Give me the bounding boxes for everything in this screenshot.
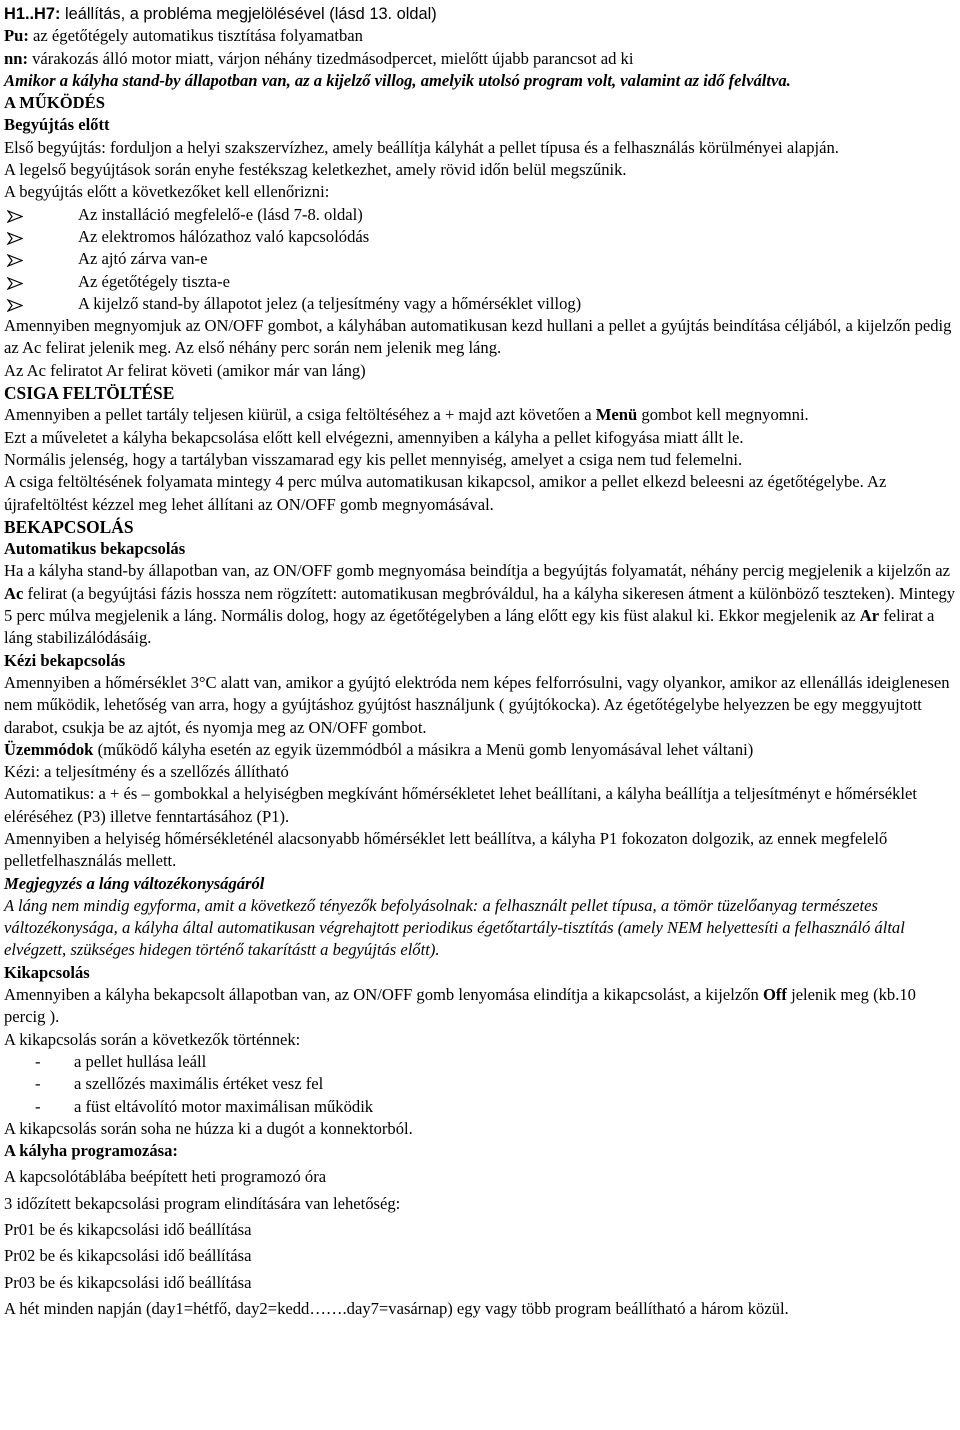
check-intro: A begyújtás előtt a következőket kell ellenőrizni:	[4, 182, 330, 202]
arrow-bullet-icon	[7, 299, 23, 312]
csiga-paragraph-4: A csiga feltöltésének folyamata mintegy 4 perc múlva automatikusan kikapcsol, amikor a pellet elkezd beleesni az égetőtégelybe. Az újrafeltöltést kézzel meg lehet állítani az ON/OFF gomb megnyomásával.	[4, 472, 887, 514]
auto-heading: Automatikus bekapcsolás	[4, 539, 186, 559]
bekapcsolas-heading: BEKAPCSOLÁS	[4, 516, 134, 537]
auto-text-3: felirat a láng stabilizálódásáig.	[4, 606, 935, 648]
dash-list-item	[4, 1073, 960, 1095]
mukodes-heading: A MŰKÖDÉS	[4, 93, 105, 113]
ar-keyword: Ar	[859, 606, 880, 626]
h1-h7-code: H1..H7:	[4, 5, 61, 23]
auto-mode-paragraph: Automatikus: a + és – gombokkal a helyiségben megkívánt hőmérsékletet lehet beállítani, a kályha beállítja a teljesítményt e hőmérséklet eléréséhez (P3) illetve fenntartásához (P1).	[4, 784, 917, 826]
dash-bullet: -	[35, 1074, 41, 1094]
nn-line	[4, 48, 960, 70]
h1-h7-text: leállítás, a probléma megjelölésével (lásd 13. oldal)	[60, 5, 437, 23]
kezi-heading: Kézi bekapcsolás	[4, 650, 126, 670]
csiga-paragraph-3: Normális jelenség, hogy a tartályban visszamarad egy kis pellet mennyiség, amelyet a csiga nem tud felemelni.	[4, 449, 743, 469]
begyujtas-heading: Begyújtás előtt	[4, 115, 110, 135]
kikapcsolas-heading: Kikapcsolás	[4, 962, 90, 982]
checklist-item	[4, 248, 960, 270]
first-light-paragraph: Első begyújtás: forduljon a helyi szakszervízhez, amely beállítja kályhát a pellet típusa és a felhasználás körülményei alapján.	[4, 137, 839, 157]
uzemmodok-paragraph	[4, 739, 960, 761]
megjegyzes-heading: Megjegyzés a láng változékonyságáról	[4, 873, 265, 893]
dash-bullet: -	[35, 1096, 41, 1116]
weekday-paragraph: A hét minden napján (day1=hétfő, day2=kedd…….day7=vasárnap) egy vagy több program beállítható a három közül.	[4, 1298, 789, 1318]
checklist-item	[4, 226, 960, 248]
onoff-paragraph: Amennyiben megnyomjuk az ON/OFF gombot, a kályhában automatikusan kezd hullani a pellet a gyújtás beindítása céljából, a kijelzőn pedig az Ac felirat jelenik meg. Az első néhány perc során nem jelenik meg láng.	[4, 316, 952, 358]
p1-paragraph: Amennyiben a helyiség hőmérsékleténél alacsonyabb hőmérséklet lett beállítva, a kályha P1 fokozaton dolgozik, az ennek megfelelő pelletfelhasználás mellett.	[4, 828, 888, 871]
auto-paragraph	[4, 560, 960, 649]
checklist-item	[4, 293, 960, 315]
csiga-p1-text-end: gombot kell megnyomni.	[637, 405, 809, 425]
arrow-bullet-icon	[7, 277, 23, 290]
programozas-paragraph-1: A kapcsolótáblába beépített heti programozó óra	[4, 1167, 327, 1187]
checklist-item-text: A kijelző stand-by állapotot jelez (a teljesítmény vagy a hőmérséklet villog)	[78, 293, 582, 313]
dash-item-text: a füst eltávolító motor maximálisan működik	[74, 1096, 374, 1116]
h1-h7-line	[4, 3, 960, 25]
pu-code: Pu:	[4, 26, 29, 46]
dash-bullet: -	[35, 1051, 41, 1071]
arrow-bullet-icon	[7, 210, 23, 223]
menu-keyword: Menü	[595, 405, 638, 425]
kezi-mode-line: Kézi: a teljesítmény és a szellőzés állítható	[4, 762, 289, 782]
arrow-bullet-icon	[7, 254, 23, 267]
megjegyzes-paragraph: A láng nem mindig egyforma, amit a következő tényezők befolyásolnak: a felhasznált pellet típusa, a tömör tüzelőanyag természetes változékonysága, a kályha által automatikusan végrehajtott periodikus égetőtartály-tisztítás (amely NEM helyettesíti a felhasználó által elvégzett, szükséges hidegen történő takarítástt a begyújtás előtt).	[4, 895, 905, 960]
dash-list	[4, 1051, 960, 1118]
program-item: Pr03 be és kikapcsolási idő beállítása	[4, 1272, 252, 1292]
arrow-bullet-icon	[7, 232, 23, 245]
auto-text-2: felirat (a begyújtási fázis hossza nem rögzített: automatikusan megbróváldul, ha a kályha sikeresen átment a különböző teszteken). Mintegy 5 perc múlva megjelenik a láng. Normális dolog, hogy az égetőtégelyben a láng előtt egy kis füst alakul ki. Ekkor megjelenik az	[4, 583, 956, 626]
uzemmodok-text: (működő kályha esetén az egyik üzemmódból a másikra a Menü gomb lenyomásával lehet váltani)	[93, 739, 754, 759]
ac-keyword: Ac	[4, 583, 24, 603]
pu-text: az égetőtégely automatikus tisztítása folyamatban	[28, 26, 363, 46]
csiga-paragraph-1	[4, 404, 960, 426]
uzemmodok-keyword: Üzemmódok	[4, 739, 94, 759]
checklist-item-text: Az égetőtégely tiszta-e	[78, 271, 231, 291]
kikap-text-1: Amennyiben a kályha bekapcsolt állapotban van, az ON/OFF gomb lenyomása elindítja a kikapcsolást, a kijelzőn	[4, 985, 763, 1005]
program-item: Pr02 be és kikapcsolási idő beállítása	[4, 1246, 252, 1266]
checklist-item	[4, 271, 960, 293]
checklist	[4, 204, 960, 315]
kezi-paragraph: Amennyiben a hőmérséklet 3°C alatt van, amikor a gyújtó elektróda nem képes felforrósulni, vagy olyankor, amikor az ellenállás ideiglenesen nem működik, lehetőség van arra, hogy a gyújtáshoz gyújtóst használjunk ( gyújtókocka). Az égetőtégelybe helyezzen be egy meggyujtott darabot, csukja be az ajtót, és nyomja meg az ON/OFF gombot.	[4, 672, 950, 737]
standby-note: Amikor a kályha stand-by állapotban van, az a kijelző villog, amelyik utolsó program volt, valamint az idő felváltva.	[4, 70, 791, 90]
checklist-item-text: Az ajtó zárva van-e	[78, 249, 208, 269]
nn-code: nn:	[4, 48, 28, 68]
dash-list-item	[4, 1051, 960, 1073]
ac-ar-paragraph: Az Ac feliratot Ar felirat követi (amikor már van láng)	[4, 360, 366, 380]
dash-item-text: a szellőzés maximális értéket vesz fel	[74, 1074, 324, 1094]
csiga-p1-text: Amennyiben a pellet tartály teljesen kiürül, a csiga feltöltéséhez a + majd azt követően a	[4, 405, 596, 425]
dugo-warning: A kikapcsolás során soha ne húzza ki a dugót a konnektorból.	[4, 1118, 413, 1138]
auto-text-1: Ha a kályha stand-by állapotban van, az ON/OFF gomb megnyomása beindítja a begyújtás folyamatát, néhány percig megjelenik a kijelzőn az	[4, 561, 951, 581]
pu-line	[4, 25, 960, 47]
programozas-heading: A kályha programozása:	[4, 1141, 178, 1161]
checklist-item-text: Az installáció megfelelő-e (lásd 7-8. oldal)	[78, 204, 363, 224]
nn-text: várakozás álló motor miatt, várjon néhány tizedmásodpercet, mielőtt újabb parancsot ad ki	[27, 48, 634, 68]
paint-smell-paragraph: A legelső begyújtások során enyhe festékszag keletkezhet, amely rövid időn belül megszűnik.	[4, 160, 627, 180]
off-keyword: Off	[762, 985, 787, 1005]
kikap-text-2: jelenik meg (kb.10 percig ).	[4, 985, 916, 1027]
dash-item-text: a pellet hullása leáll	[74, 1051, 207, 1071]
csiga-heading: CSIGA FELTÖLTÉSE	[4, 383, 175, 404]
dash-list-item	[4, 1096, 960, 1118]
checklist-item	[4, 204, 960, 226]
csiga-paragraph-2: Ezt a műveletet a kályha bekapcsolása előtt kell elvégezni, amennyiben a kályha a pellet kifogyása miatt állt le.	[4, 427, 744, 447]
checklist-item-text: Az elektromos hálózathoz való kapcsolódás	[78, 226, 370, 246]
program-item: Pr01 be és kikapcsolási idő beállítása	[4, 1220, 252, 1240]
programozas-paragraph-2: 3 időzített bekapcsolási program elindítására van lehetőség:	[4, 1193, 401, 1213]
kikapcsolas-paragraph	[4, 984, 960, 1029]
kikapcsolas-intro: A kikapcsolás során a következők történnek:	[4, 1029, 301, 1049]
